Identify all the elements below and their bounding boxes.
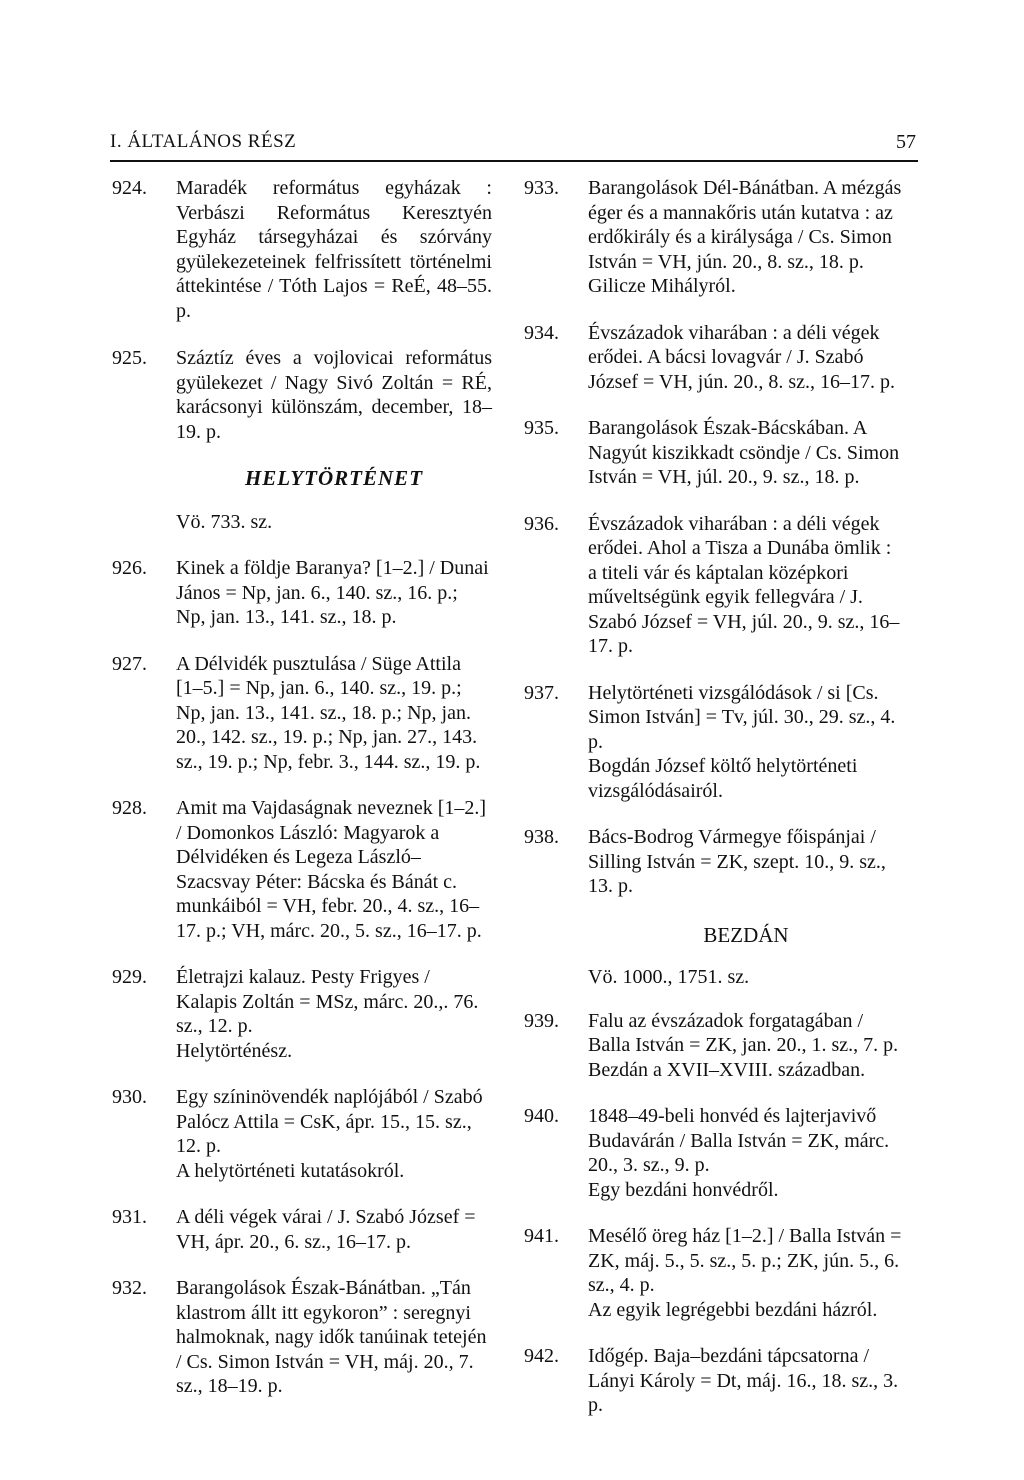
entry-text: Barangolások Dél-Bánátban. A mézgás éger és a mannakőris után kutatva : az erdőkirály és a királysága / Cs. Simon István = VH, jún. 20., 8. sz., 18. p. — [588, 177, 902, 273]
entry-932 — [112, 1276, 492, 1399]
entry-text: Évszázadok viharában : a déli végek erődei. Ahol a Tisza a Dunába ömlik : a titeli vár és káptalan középkori műveltségünk egyik fellegvára / J. Szabó József = VH, júl. 20., 9. sz., 16–17. p. — [588, 512, 900, 657]
entry-number: 924. — [112, 177, 147, 199]
entry-text: Amit ma Vajdaságnak neveznek [1–2.] / Domonkos László: Magyarok a Délvidéken és Legeza László–Szacsvay Péter: Bácska és Bánát c. munkáiból = VH, febr. 20., 4. sz., 16–17. p.; VH, márc. 20., 5. sz., 16–17. p. — [176, 797, 487, 942]
entry-text: Egy színinövendék naplójából / Szabó Palócz Attila = CsK, ápr. 15., 15. sz., 12. p. — [176, 1086, 483, 1157]
entry-number: 935. — [524, 417, 559, 439]
entry-note: A helytörténeti kutatásokról. — [176, 1159, 405, 1182]
cross-reference: Vö. 733. sz. — [176, 511, 273, 533]
entry-925 — [112, 346, 492, 444]
entry-text: Mesélő öreg ház [1–2.] / Balla István = ZK, máj. 5., 5. sz., 5. p.; ZK, jún. 5., 6. sz., 4. p. — [588, 1225, 902, 1296]
right-column — [524, 176, 904, 1418]
entry-number: 938. — [524, 826, 559, 848]
entry-text: A Délvidék pusztulása / Süge Attila [1–5.] = Np, jan. 6., 140. sz., 19. p.; Np, jan. 13., 141. sz., 18. p.; Np, jan. 20., 142. sz., 19. p.; Np, jan. 27., 143. sz., 19. p.; Np, febr. 3., 144. sz., 19. p. — [176, 652, 481, 773]
entry-number: 930. — [112, 1086, 147, 1108]
entry-number: 927. — [112, 652, 147, 675]
entry-number: 928. — [112, 797, 147, 819]
entry-937 — [524, 681, 904, 804]
entry-text: Évszázadok viharában : a déli végek erődei. A bácsi lovagvár / J. Szabó József = VH, jún. 20., 8. sz., 16–17. p. — [588, 321, 896, 393]
entry-text: Barangolások Észak-Bánátban. „Tán klastrom állt itt egykoron” : seregnyi halmoknak, nagy idők tanúinak tetején / Cs. Simon István = VH, máj. 20., 7. sz., 18–19. p. — [176, 1277, 487, 1397]
entry-note: Gilicze Mihályról. — [588, 275, 736, 297]
entry-text: A déli végek várai / J. Szabó József = VH, ápr. 20., 6. sz., 16–17. p. — [176, 1206, 476, 1253]
entry-number: 941. — [524, 1225, 559, 1247]
entry-text: Helytörténeti vizsgálódások / si [Cs. Simon István] = Tv, júl. 30., 29. sz., 4. p. — [588, 681, 896, 753]
entry-939 — [524, 1009, 904, 1083]
entry-text: Kinek a földje Baranya? [1–2.] / Dunai János = Np, jan. 6., 140. sz., 16. p.; Np, jan. 13., 141. sz., 18. p. — [176, 557, 489, 628]
entry-936 — [524, 512, 904, 659]
entry-941 — [524, 1224, 904, 1322]
entry-930 — [112, 1085, 492, 1183]
section-title: I. ÁLTALÁNOS RÉSZ — [110, 131, 297, 152]
entry-931 — [112, 1205, 492, 1254]
entry-927 — [112, 652, 492, 775]
entry-number: 933. — [524, 177, 559, 199]
entry-942 — [524, 1344, 904, 1418]
entry-928 — [112, 796, 492, 943]
left-column — [112, 176, 492, 1399]
entry-934 — [524, 321, 904, 395]
entry-933 — [524, 176, 904, 299]
section-heading-helytortenet: HELYTÖRTÉNET — [244, 466, 424, 490]
entry-number: 940. — [524, 1105, 559, 1127]
entry-note: Bezdán a XVII–XVIII. században. — [588, 1058, 866, 1081]
entry-note: Egy bezdáni honvédről. — [588, 1178, 779, 1201]
entry-number: 925. — [112, 347, 147, 369]
entry-text: Barangolások Észak-Bácskában. A Nagyút kiszikkadt csöndje / Cs. Simon István = VH, júl. 20., 9. sz., 18. p. — [588, 417, 900, 488]
entry-number: 929. — [112, 966, 147, 988]
entry-text: Időgép. Baja–bezdáni tápcsatorna / Lányi Károly = Dt, máj. 16., 18. sz., 3. p. — [588, 1345, 899, 1416]
entry-text: Életrajzi kalauz. Pesty Frigyes / Kalapis Zoltán = MSz, márc. 20.,. 76. sz., 12. p. — [176, 966, 479, 1037]
entry-number: 939. — [524, 1009, 559, 1032]
entry-926 — [112, 556, 492, 630]
cross-reference: Vö. 1000., 1751. sz. — [588, 965, 750, 988]
entry-text: Maradék református egyházak : Verbászi Református Keresztyén Egyház társegyházai és szórvány gyülekezeteinek felfrissített történelmi áttekintése / Tóth Lajos = ReÉ, 48–55. p. — [176, 177, 492, 322]
entry-text: Bács-Bodrog Vármegye főispánjai / Silling István = ZK, szept. 10., 9. sz., 13. p. — [588, 826, 886, 897]
entry-number: 931. — [112, 1206, 147, 1228]
entry-note: Helytörténész. — [176, 1039, 293, 1062]
entry-number: 926. — [112, 557, 147, 579]
entry-924 — [112, 176, 492, 323]
entry-text: Falu az évszázadok forgatagában / Balla István = ZK, jan. 20., 1. sz., 7. p. — [588, 1009, 899, 1056]
section-heading-bezdan: BEZDÁN — [703, 922, 789, 947]
entry-note: Az egyik legrégebbi bezdáni házról. — [588, 1298, 878, 1321]
page-number: 57 — [896, 131, 916, 153]
entry-number: 934. — [524, 321, 559, 344]
entry-text: 1848–49-beli honvéd és lajterjavivő Budavárán / Balla István = ZK, márc. 20., 3. sz., 9. p. — [588, 1105, 890, 1176]
entry-929 — [112, 965, 492, 1063]
entry-number: 932. — [112, 1277, 147, 1299]
entry-note: Bogdán József költő helytörténeti vizsgálódásairól. — [588, 755, 858, 802]
entry-935 — [524, 416, 904, 490]
entry-number: 942. — [524, 1345, 559, 1367]
entry-938 — [524, 825, 904, 899]
entry-number: 936. — [524, 512, 559, 535]
entry-number: 937. — [524, 681, 559, 704]
entry-text: Száztíz éves a vojlovicai református gyülekezet / Nagy Sivó Zoltán = RÉ, karácsonyi különszám, december, 18–19. p. — [176, 347, 492, 443]
page-header — [110, 128, 918, 162]
entry-940 — [524, 1104, 904, 1202]
